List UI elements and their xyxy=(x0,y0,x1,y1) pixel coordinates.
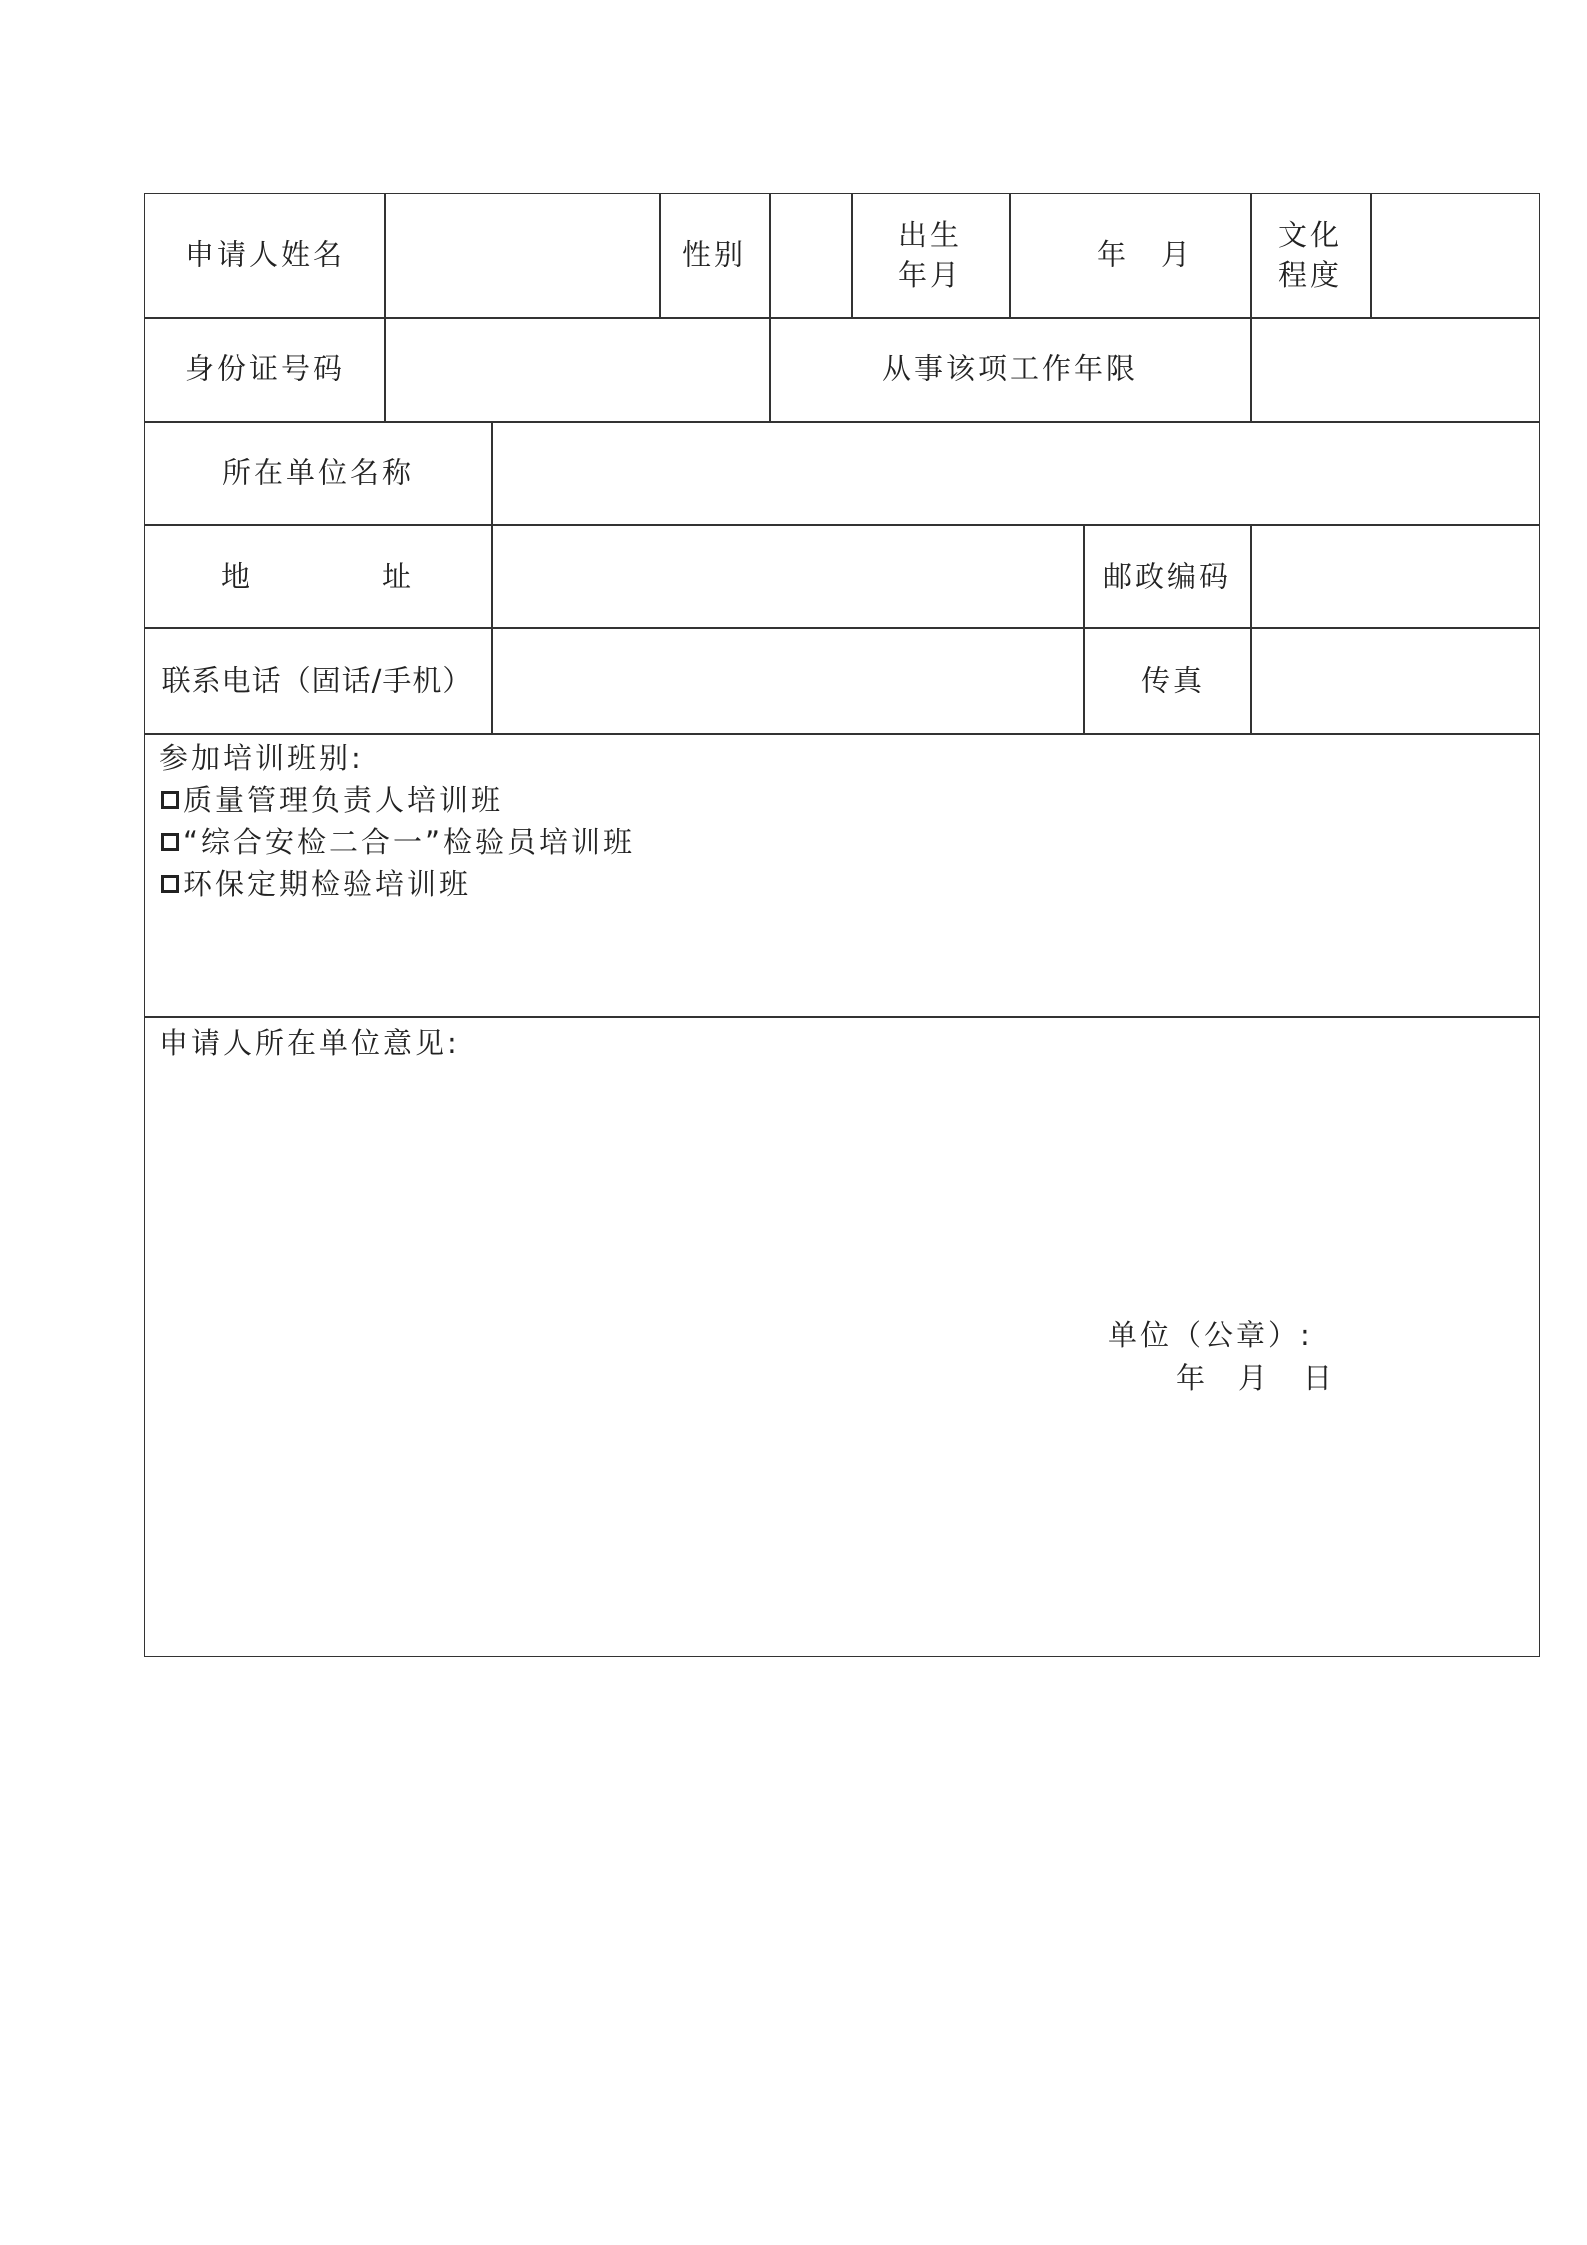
birth-date-label-line1: 出生 xyxy=(897,218,963,252)
row-divider-2 xyxy=(144,421,1540,423)
row-divider-4 xyxy=(144,627,1540,629)
col-divider xyxy=(1009,193,1011,317)
col-divider xyxy=(769,193,771,421)
address-label-part2: 址 xyxy=(381,559,415,594)
checkbox-icon[interactable] xyxy=(161,875,179,893)
row-divider-5 xyxy=(144,733,1540,735)
col-divider xyxy=(1250,524,1252,733)
phone-label: 联系电话（固话/手机） xyxy=(161,663,473,698)
id-number-label: 身份证号码 xyxy=(184,351,346,386)
unit-opinion-heading: 申请人所在单位意见: xyxy=(159,1026,460,1060)
opinion-date-month: 月 xyxy=(1238,1361,1271,1395)
training-option-inspector[interactable] xyxy=(159,821,635,863)
training-option-label: “综合安检二合一”检验员培训班 xyxy=(183,825,636,859)
work-years-label: 从事该项工作年限 xyxy=(881,351,1139,386)
birth-date-label xyxy=(898,215,962,295)
address-label-part1: 地 xyxy=(220,559,254,594)
training-heading: 参加培训班别: xyxy=(159,741,364,775)
col-divider xyxy=(1370,193,1372,317)
gender-label: 性别 xyxy=(681,237,747,272)
education-label-line2: 程度 xyxy=(1277,258,1343,292)
birth-date-label-line2: 年月 xyxy=(897,258,963,292)
row-divider-6 xyxy=(144,1016,1540,1018)
unit-name-label: 所在单位名称 xyxy=(221,455,415,490)
applicant-name-label: 申请人姓名 xyxy=(184,237,346,272)
unit-seal-label: 单位（公章）: xyxy=(1108,1318,1313,1352)
birth-month-unit: 月 xyxy=(1160,237,1194,272)
training-option-environmental[interactable] xyxy=(159,863,635,905)
row-divider-1 xyxy=(144,317,1540,319)
checkbox-icon[interactable] xyxy=(161,833,179,851)
col-divider xyxy=(491,421,493,733)
col-divider xyxy=(1250,193,1252,421)
birth-year-unit: 年 xyxy=(1096,237,1130,272)
postcode-label: 邮政编码 xyxy=(1102,559,1232,594)
opinion-date-year: 年 xyxy=(1176,1361,1209,1395)
col-divider xyxy=(659,193,661,317)
application-form-table xyxy=(144,193,1540,1657)
fax-label: 传真 xyxy=(1140,663,1206,698)
row-divider-3 xyxy=(144,524,1540,526)
training-section xyxy=(159,737,635,905)
opinion-date-day: 日 xyxy=(1303,1361,1336,1395)
education-label xyxy=(1278,215,1342,295)
col-divider xyxy=(851,193,853,317)
education-label-line1: 文化 xyxy=(1277,218,1343,252)
training-option-label: 质量管理负责人培训班 xyxy=(183,783,504,817)
col-divider xyxy=(384,193,386,421)
training-option-label: 环保定期检验培训班 xyxy=(183,867,472,901)
col-divider xyxy=(1083,524,1085,733)
training-option-quality-manager[interactable] xyxy=(159,779,635,821)
checkbox-icon[interactable] xyxy=(161,791,179,809)
